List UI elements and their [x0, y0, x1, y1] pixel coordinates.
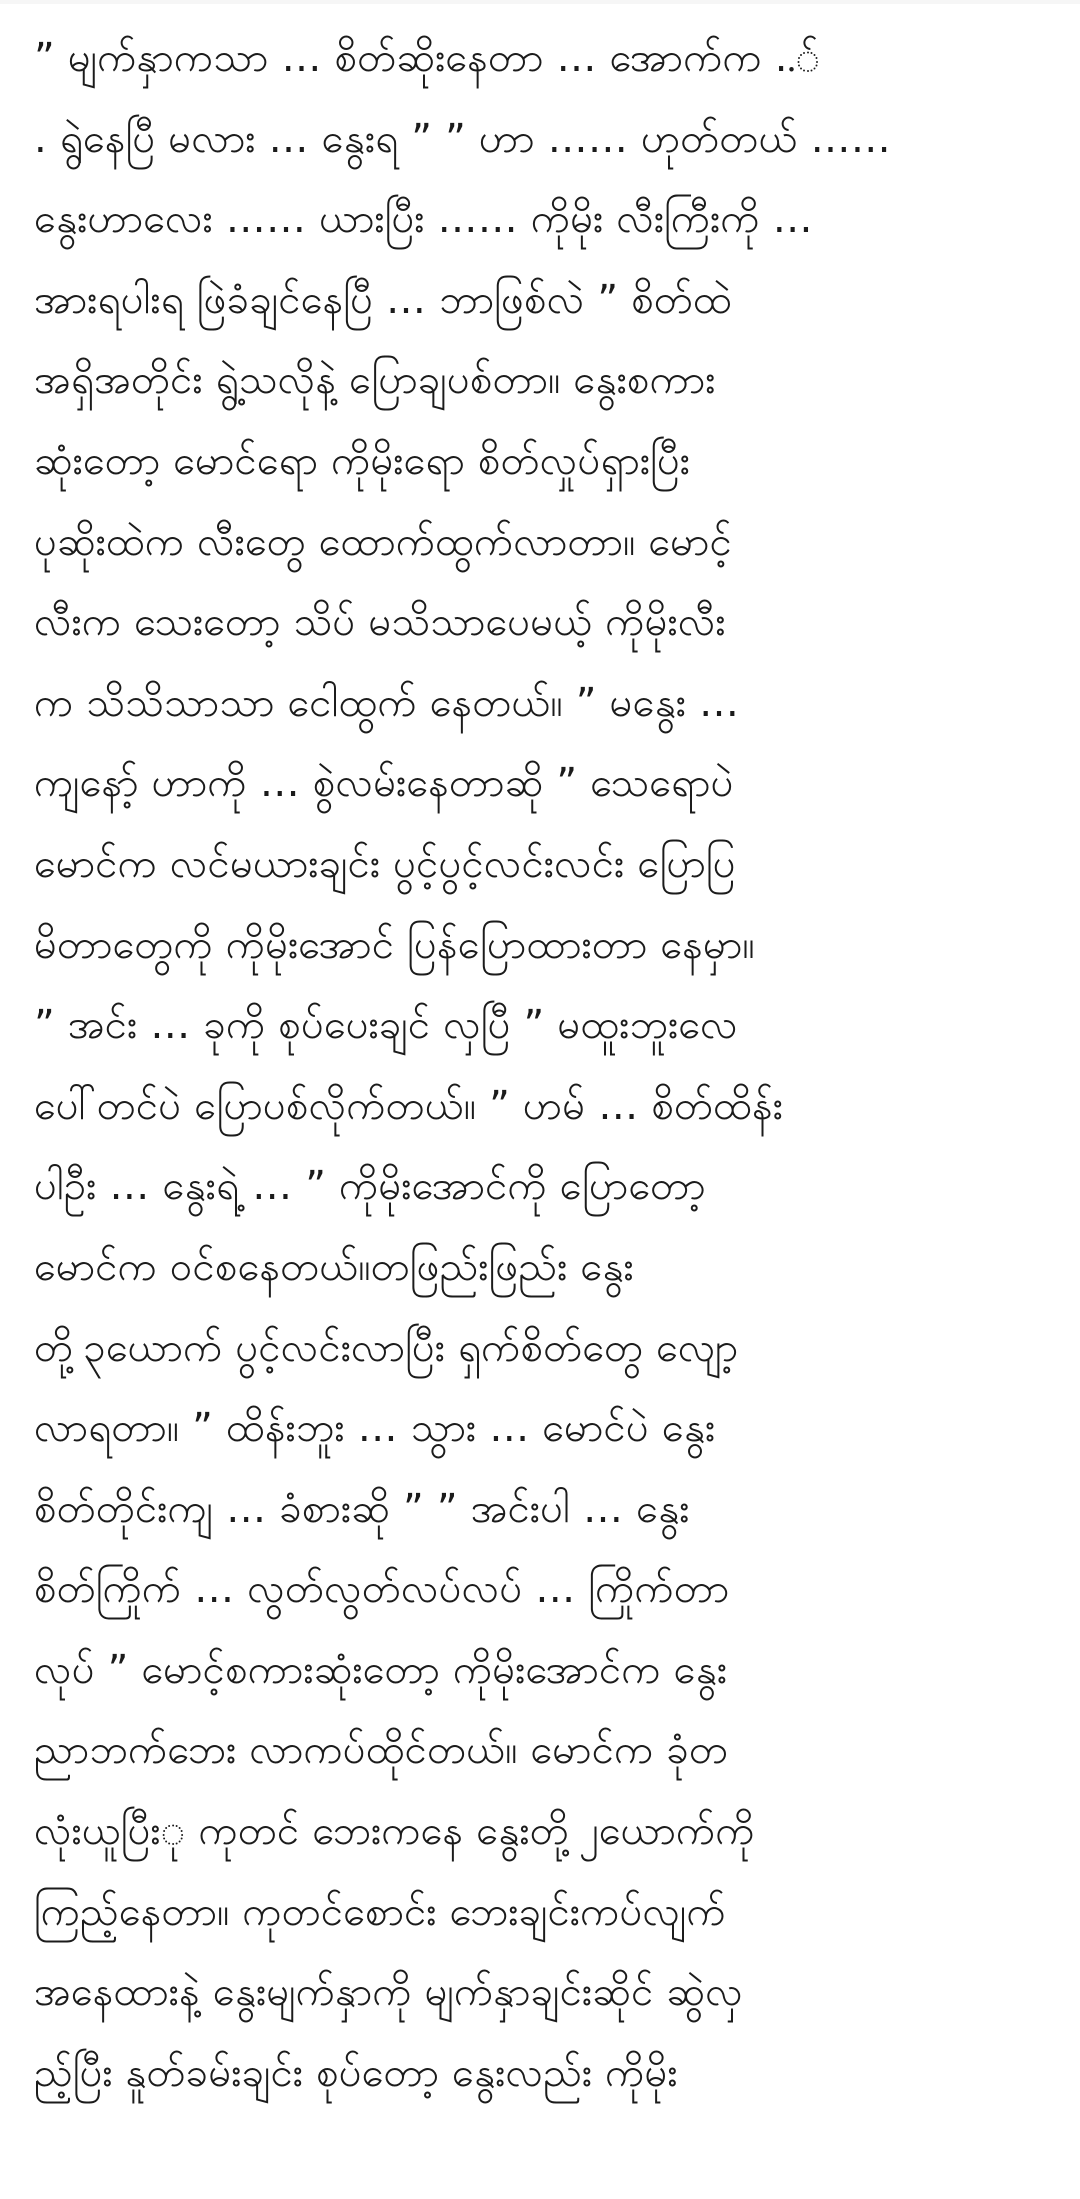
- text-line: ကြည့်နေတာ။ ကုတင်စောင်း ဘေးချင်းကပ်လျက်: [34, 1888, 726, 1935]
- text-line: စိတ်တိုင်းကျ … ခံစားဆို ” ” အင်းပါ … နွေး: [34, 1485, 690, 1532]
- text-line: က သိသိသာသာ ငေါထွက် နေတယ်။ ” မနွေး …: [34, 679, 740, 726]
- text-line: ” အင်း … ခုကို စုပ်ပေးချင် လှပြီ ” မထူးဘူးလေ: [34, 1002, 738, 1049]
- text-line: ဆုံးတော့ မောင်ရော ကိုမိုးရော စိတ်လှုပ်ရှားပြီး: [34, 437, 691, 484]
- text-line: ပုဆိုးထဲက လီးတွေ ထောက်ထွက်လာတာ။ မောင့်: [34, 518, 732, 565]
- text-line: ပါဦး … နွေးရဲ့ … ” ကိုမိုးအောင်ကို ပြောတော့: [34, 1163, 706, 1210]
- text-body: [34, 18, 1054, 2113]
- text-line: မောင်က လင်မယားချင်း ပွင့်ပွင့်လင်းလင်း ပြောပြ: [34, 840, 736, 887]
- text-line: လုပ် ” မောင့်စကားဆုံးတော့ ကိုမိုးအောင်က နွေး: [34, 1646, 728, 1693]
- text-line: . ရွဲနေပြီ မလား … နွေးရ ” ” ဟာ …… ဟုတ်တယ် ……: [34, 115, 891, 162]
- text-line: စိတ်ကြိုက် … လွတ်လွတ်လပ်လပ် … ကြိုက်တာ: [34, 1566, 730, 1613]
- text-line: လုံးယူပြီးု ကုတင် ဘေးကနေ နွေးတို့၂ယောက်ကို: [34, 1808, 755, 1855]
- text-line: အနေထားနဲ့ နွေးမျက်နှာကို မျက်နှာချင်းဆိုင် ဆွဲလှ: [34, 1969, 743, 2016]
- text-line: မိတာတွေကို ကိုမိုးအောင် ပြန်ပြောထားတာ နေမှာ။: [34, 921, 755, 968]
- top-edge: [0, 0, 1080, 4]
- text-line: ” မျက်နှာကသာ … စိတ်ဆိုးနေတာ … အောက်က ..်: [34, 35, 821, 81]
- text-line: ကျနော့် ဟာကို … စွဲလမ်းနေတာဆို ” သေရောပဲ: [34, 760, 734, 807]
- text-line: ပေါ်တင်ပဲ ပြောပစ်လိုက်တယ်။ ” ဟမ် … စိတ်ထိန်း: [34, 1082, 784, 1129]
- text-line: အားရပါးရ ဖြဲခံချင်နေပြီ … ဘာဖြစ်လဲ ” စိတ်ထဲ: [34, 276, 732, 323]
- text-line: နွေးဟာလေး …… ယားပြီး …… ကိုမိုး လီးကြီးကို …: [34, 196, 813, 243]
- text-line: အရှိအတိုင်း ရွဲ့သလိုနဲ့ ပြောချပစ်တာ။ နွေးစကား: [34, 357, 716, 404]
- text-line: လာရတာ။ ” ထိန်းဘူး … သွား … မောင်ပဲ နွေး: [34, 1405, 716, 1452]
- text-line: တို့၃ယောက် ပွင့်လင်းလာပြီး ရှက်စိတ်တွေ လျော့: [34, 1324, 739, 1371]
- text-line: ည့်ပြီး နူတ်ခမ်းချင်း စုပ်တော့ နွေးလည်း ကိုမိုး: [34, 2049, 678, 2096]
- text-line: လီးက သေးတော့ သိပ် မသိသာပေမယ့် ကိုမိုးလီး: [34, 599, 726, 646]
- text-line: ညာဘက်ဘေး လာကပ်ထိုင်တယ်။ မောင်က ခုံတ: [34, 1727, 729, 1774]
- text-line: မောင်က ဝင်စနေတယ်။တဖြည်းဖြည်း နွေး: [34, 1243, 634, 1290]
